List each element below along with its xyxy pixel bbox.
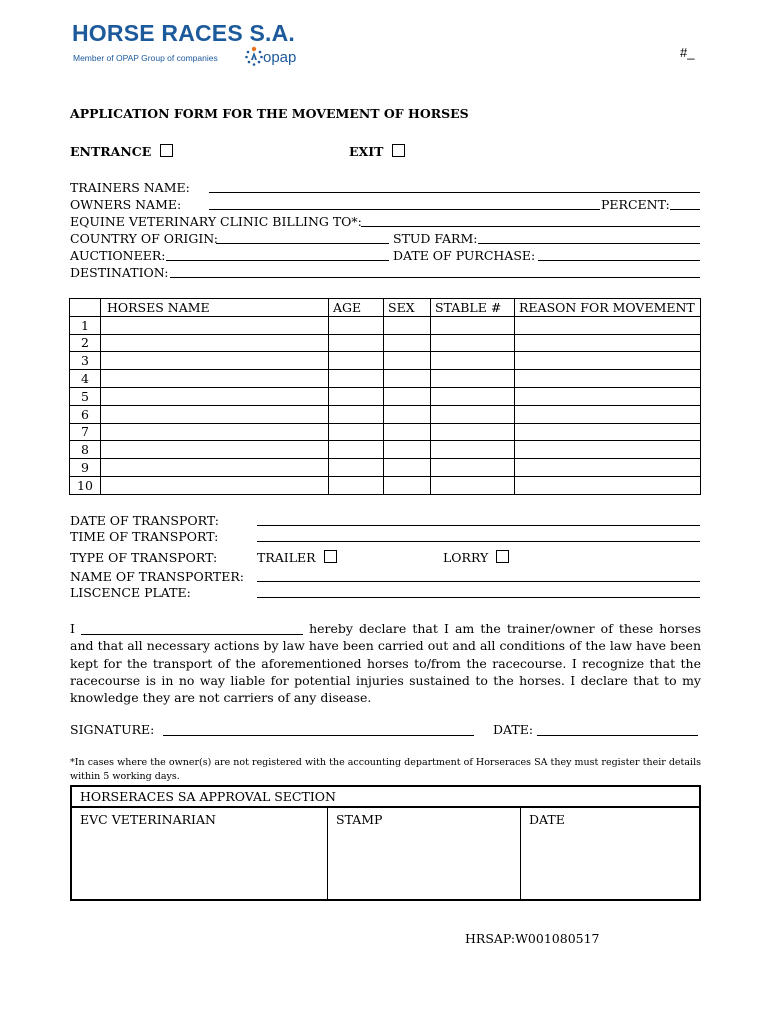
- date-purchase-label: DATE OF PURCHASE:: [393, 248, 536, 263]
- stable-cell[interactable]: [431, 352, 515, 370]
- table-row: [70, 441, 701, 459]
- trailer-option: [257, 550, 337, 565]
- signature-label: SIGNATURE:: [70, 722, 155, 737]
- stamp-cell[interactable]: [328, 808, 521, 899]
- destination-field[interactable]: [170, 277, 700, 278]
- plate-label: LISCENCE PLATE:: [70, 585, 191, 600]
- time-transport-field[interactable]: [257, 541, 700, 542]
- horse-name-cell[interactable]: [101, 459, 329, 477]
- row-number: 6: [70, 405, 101, 423]
- billing-label: EQUINE VETERINARY CLINIC BILLING TO*:: [70, 214, 362, 229]
- horse-name-cell[interactable]: [101, 387, 329, 405]
- reason-cell[interactable]: [515, 405, 701, 423]
- horse-name-cell[interactable]: [101, 441, 329, 459]
- time-transport-label: TIME OF TRANSPORT:: [70, 529, 219, 544]
- lorry-checkbox[interactable]: [496, 550, 509, 563]
- reason-cell[interactable]: [515, 459, 701, 477]
- plate-field[interactable]: [257, 597, 700, 598]
- table-row: [70, 334, 701, 352]
- age-cell[interactable]: [329, 405, 384, 423]
- signature-date-label: DATE:: [493, 722, 534, 737]
- stable-cell[interactable]: [431, 476, 515, 494]
- stable-cell[interactable]: [431, 423, 515, 441]
- sex-header: SEX: [384, 299, 431, 317]
- sex-cell[interactable]: [384, 334, 431, 352]
- reason-cell[interactable]: [515, 352, 701, 370]
- reason-header: REASON FOR MOVEMENT: [515, 299, 701, 317]
- evc-veterinarian-cell[interactable]: [72, 808, 328, 899]
- age-cell[interactable]: [329, 387, 384, 405]
- age-cell[interactable]: [329, 334, 384, 352]
- trailer-label: TRAILER: [257, 550, 316, 565]
- percent-field[interactable]: [670, 209, 700, 210]
- table-row: [70, 405, 701, 423]
- table-row: [70, 459, 701, 477]
- country-label: COUNTRY OF ORIGIN:: [70, 231, 218, 246]
- reason-cell[interactable]: [515, 476, 701, 494]
- stud-farm-label: STUD FARM:: [393, 231, 478, 246]
- stable-cell[interactable]: [431, 405, 515, 423]
- reason-cell[interactable]: [515, 423, 701, 441]
- age-cell[interactable]: [329, 459, 384, 477]
- row-number: 2: [70, 334, 101, 352]
- approval-date-cell[interactable]: [521, 808, 699, 899]
- row-number: 9: [70, 459, 101, 477]
- exit-option: [349, 144, 405, 159]
- trailer-checkbox[interactable]: [324, 550, 337, 563]
- row-number: 10: [70, 476, 101, 494]
- form-title: APPLICATION FORM FOR THE MOVEMENT OF HORSES: [70, 106, 469, 121]
- opap-logo-icon: [244, 45, 264, 67]
- entrance-option: [70, 144, 173, 159]
- age-cell[interactable]: [329, 441, 384, 459]
- reason-cell[interactable]: [515, 441, 701, 459]
- company-logo-text: HORSE RACES S.A.: [72, 20, 296, 46]
- sex-cell[interactable]: [384, 405, 431, 423]
- registration-note: *In cases where the owner(s) are not registered with the accounting department of Horseraces SA they must register their details within 5 working days.: [70, 757, 701, 782]
- billing-field[interactable]: [361, 226, 700, 227]
- age-header: AGE: [329, 299, 384, 317]
- sex-cell[interactable]: [384, 423, 431, 441]
- entrance-label: ENTRANCE: [70, 144, 152, 159]
- horses-name-header: HORSES NAME: [101, 299, 329, 317]
- declaration-paragraph: [70, 620, 701, 706]
- reason-cell[interactable]: [515, 316, 701, 334]
- row-number: 4: [70, 370, 101, 388]
- row-number: 5: [70, 387, 101, 405]
- table-row: [70, 476, 701, 494]
- table-row: [70, 316, 701, 334]
- lorry-label: LORRY: [443, 550, 489, 565]
- horse-name-cell[interactable]: [101, 423, 329, 441]
- table-row: [70, 370, 701, 388]
- horses-table: [69, 298, 701, 495]
- sex-cell[interactable]: [384, 441, 431, 459]
- stamp-label: STAMP: [336, 812, 383, 827]
- trainers-name-label: TRAINERS NAME:: [70, 180, 190, 195]
- horse-name-cell[interactable]: [101, 405, 329, 423]
- date-transport-field[interactable]: [257, 525, 700, 526]
- stable-cell[interactable]: [431, 387, 515, 405]
- exit-checkbox[interactable]: [392, 144, 405, 157]
- lorry-option: [443, 550, 509, 565]
- stable-cell[interactable]: [431, 370, 515, 388]
- owners-name-field[interactable]: [209, 209, 600, 210]
- sex-cell[interactable]: [384, 370, 431, 388]
- exit-label: EXIT: [349, 144, 384, 159]
- stable-cell[interactable]: [431, 441, 515, 459]
- country-field[interactable]: [216, 243, 389, 244]
- declarant-name-field[interactable]: [81, 622, 303, 635]
- approval-section: [70, 785, 701, 901]
- row-number-header: [70, 299, 101, 317]
- horse-name-cell[interactable]: [101, 476, 329, 494]
- horse-name-cell[interactable]: [101, 352, 329, 370]
- table-header-row: [70, 299, 701, 317]
- reason-cell[interactable]: [515, 387, 701, 405]
- stud-farm-field[interactable]: [478, 243, 700, 244]
- signature-date-field[interactable]: [537, 735, 698, 736]
- percent-label: PERCENT:: [601, 197, 670, 212]
- row-number: 7: [70, 423, 101, 441]
- declaration-text: hereby declare that I am the trainer/owner of these horses and that all necessary actions by law have been carried out and all conditions of the law have been kept for the transport of the aforementioned horses to/from the racecourse. I recognize that the racecourse is in no way liable for potential injuries sustained to the horses. I declare that to my knowledge they are not carriers of any disease.: [70, 621, 702, 706]
- destination-label: DESTINATION:: [70, 265, 169, 280]
- sex-cell[interactable]: [384, 316, 431, 334]
- owners-name-label: OWNERS NAME:: [70, 197, 182, 212]
- date-transport-label: DATE OF TRANSPORT:: [70, 513, 219, 528]
- declaration-prefix: I: [70, 621, 75, 636]
- signature-field[interactable]: [163, 735, 474, 736]
- transporter-field[interactable]: [257, 581, 700, 582]
- row-number: 8: [70, 441, 101, 459]
- evc-veterinarian-label: EVC VETERINARIAN: [80, 812, 216, 827]
- reason-cell[interactable]: [515, 334, 701, 352]
- auctioneer-field[interactable]: [166, 260, 389, 261]
- age-cell[interactable]: [329, 476, 384, 494]
- age-cell[interactable]: [329, 352, 384, 370]
- date-purchase-field[interactable]: [538, 260, 700, 261]
- stable-cell[interactable]: [431, 459, 515, 477]
- row-number: 3: [70, 352, 101, 370]
- opap-logo-text: opap: [263, 49, 297, 66]
- horse-name-cell[interactable]: [101, 334, 329, 352]
- age-cell[interactable]: [329, 316, 384, 334]
- trainers-name-field[interactable]: [209, 192, 700, 193]
- table-row: [70, 352, 701, 370]
- sex-cell[interactable]: [384, 387, 431, 405]
- approval-title: HORSERACES SA APPROVAL SECTION: [72, 787, 699, 808]
- table-row: [70, 423, 701, 441]
- stable-cell[interactable]: [431, 334, 515, 352]
- transporter-label: NAME OF TRANSPORTER:: [70, 569, 244, 584]
- stable-header: STABLE #: [431, 299, 515, 317]
- entrance-checkbox[interactable]: [160, 144, 173, 157]
- type-transport-label: TYPE OF TRANSPORT:: [70, 550, 218, 565]
- approval-date-label: DATE: [529, 812, 565, 827]
- form-number-mark: #_: [680, 45, 695, 60]
- auctioneer-label: AUCTIONEER:: [70, 248, 166, 263]
- age-cell[interactable]: [329, 423, 384, 441]
- table-row: [70, 387, 701, 405]
- horse-name-cell[interactable]: [101, 316, 329, 334]
- reason-cell[interactable]: [515, 370, 701, 388]
- form-code: HRSAP:W001080517: [465, 931, 600, 946]
- member-text: Member of OPAP Group of companies: [73, 53, 218, 63]
- age-cell[interactable]: [329, 370, 384, 388]
- stable-cell[interactable]: [431, 316, 515, 334]
- sex-cell[interactable]: [384, 476, 431, 494]
- horse-name-cell[interactable]: [101, 370, 329, 388]
- row-number: 1: [70, 316, 101, 334]
- sex-cell[interactable]: [384, 352, 431, 370]
- sex-cell[interactable]: [384, 459, 431, 477]
